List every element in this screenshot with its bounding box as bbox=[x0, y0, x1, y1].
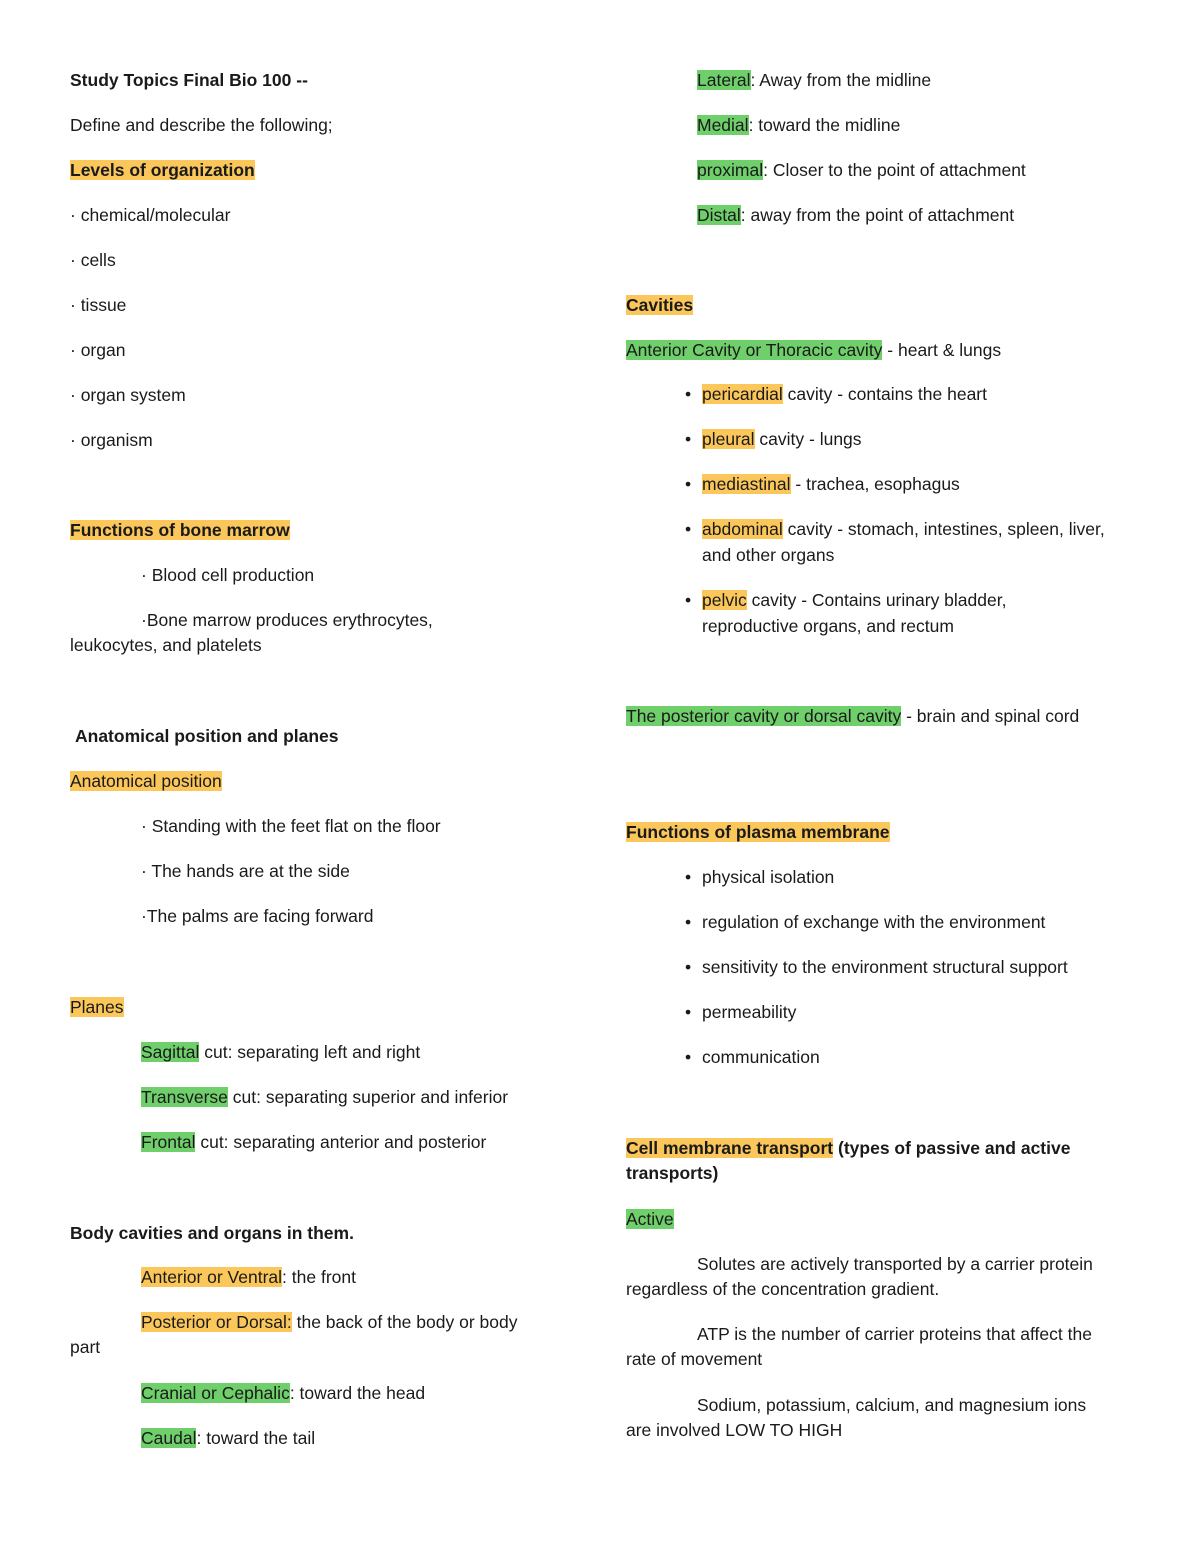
term-posterior-dorsal-cont: part bbox=[70, 1337, 101, 1357]
anterior-cavity: Anterior Cavity or Thoracic cavity - heart & lungs bbox=[626, 340, 1002, 360]
term-lateral: Lateral: Away from the midline bbox=[697, 70, 932, 90]
term-medial: Medial: toward the midline bbox=[697, 115, 901, 135]
term-distal: Distal: away from the point of attachment bbox=[697, 205, 1015, 225]
list-item: • sensitivity to the environment structural support bbox=[702, 955, 1172, 981]
list-item: · Standing with the feet flat on the floor bbox=[141, 816, 441, 836]
paragraph: ATP is the number of carrier proteins that affect the rate of movement bbox=[626, 1324, 1092, 1369]
term-proximal: proximal: Closer to the point of attachment bbox=[697, 160, 1026, 180]
list-item: leukocytes, and platelets bbox=[70, 635, 262, 655]
anatomical-position-heading: Anatomical position bbox=[70, 771, 222, 791]
list-item: ·Bone marrow produces erythrocytes, bbox=[141, 610, 433, 630]
plane-sagittal: Sagittal cut: separating left and right bbox=[141, 1042, 421, 1062]
list-item: • pericardial cavity - contains the heart bbox=[702, 382, 1152, 408]
term-caudal: Caudal: toward the tail bbox=[141, 1428, 316, 1448]
term-posterior-dorsal: Posterior or Dorsal: the back of the body or body bbox=[141, 1312, 518, 1332]
anatomical-heading: Anatomical position and planes bbox=[75, 726, 339, 746]
list-item: · organ bbox=[70, 340, 126, 360]
list-item: • communication bbox=[702, 1045, 1152, 1071]
list-item: • regulation of exchange with the environment bbox=[702, 910, 1152, 936]
paragraph: Solutes are actively transported by a carrier protein regardless of the concentration gradient. bbox=[626, 1254, 1093, 1299]
active-heading: Active bbox=[626, 1209, 674, 1229]
list-item: • abdominal cavity - stomach, intestines, spleen, liver, and other organs bbox=[702, 517, 1122, 568]
document-title: Study Topics Final Bio 100 -- bbox=[70, 70, 308, 90]
list-item: • physical isolation bbox=[702, 865, 1152, 891]
list-item: • permeability bbox=[702, 1000, 1152, 1026]
instruction-text: Define and describe the following; bbox=[70, 115, 333, 135]
paragraph: Sodium, potassium, calcium, and magnesium ions are involved LOW TO HIGH bbox=[626, 1395, 1087, 1440]
list-item: • mediastinal - trachea, esophagus bbox=[702, 472, 1152, 498]
list-item: · Blood cell production bbox=[141, 565, 315, 585]
list-item: · chemical/molecular bbox=[70, 205, 231, 225]
planes-heading: Planes bbox=[70, 997, 124, 1017]
list-item: · The hands are at the side bbox=[141, 861, 350, 881]
list-item: ·The palms are facing forward bbox=[141, 906, 374, 926]
list-item: · cells bbox=[70, 250, 116, 270]
list-item: • pleural cavity - lungs bbox=[702, 427, 1152, 453]
cavities-heading: Cavities bbox=[626, 295, 694, 315]
list-item: · tissue bbox=[70, 295, 127, 315]
list-item: · organ system bbox=[70, 385, 186, 405]
plane-frontal: Frontal cut: separating anterior and posterior bbox=[141, 1132, 487, 1152]
transport-heading: Cell membrane transport (types of passive and active transports) bbox=[626, 1138, 1071, 1183]
bone-marrow-heading: Functions of bone marrow bbox=[70, 520, 290, 540]
term-anterior-ventral: Anterior or Ventral: the front bbox=[141, 1267, 356, 1287]
levels-heading: Levels of organization bbox=[70, 160, 255, 180]
list-item: • pelvic cavity - Contains urinary bladder, reproductive organs, and rectum bbox=[702, 588, 1082, 639]
posterior-cavity: The posterior cavity or dorsal cavity - brain and spinal cord bbox=[626, 706, 1080, 726]
term-cranial-cephalic: Cranial or Cephalic: toward the head bbox=[141, 1383, 426, 1403]
list-item: · organism bbox=[70, 430, 153, 450]
cavities-organs-heading: Body cavities and organs in them. bbox=[70, 1223, 354, 1243]
plane-transverse: Transverse cut: separating superior and inferior bbox=[141, 1087, 509, 1107]
plasma-heading: Functions of plasma membrane bbox=[626, 822, 890, 842]
